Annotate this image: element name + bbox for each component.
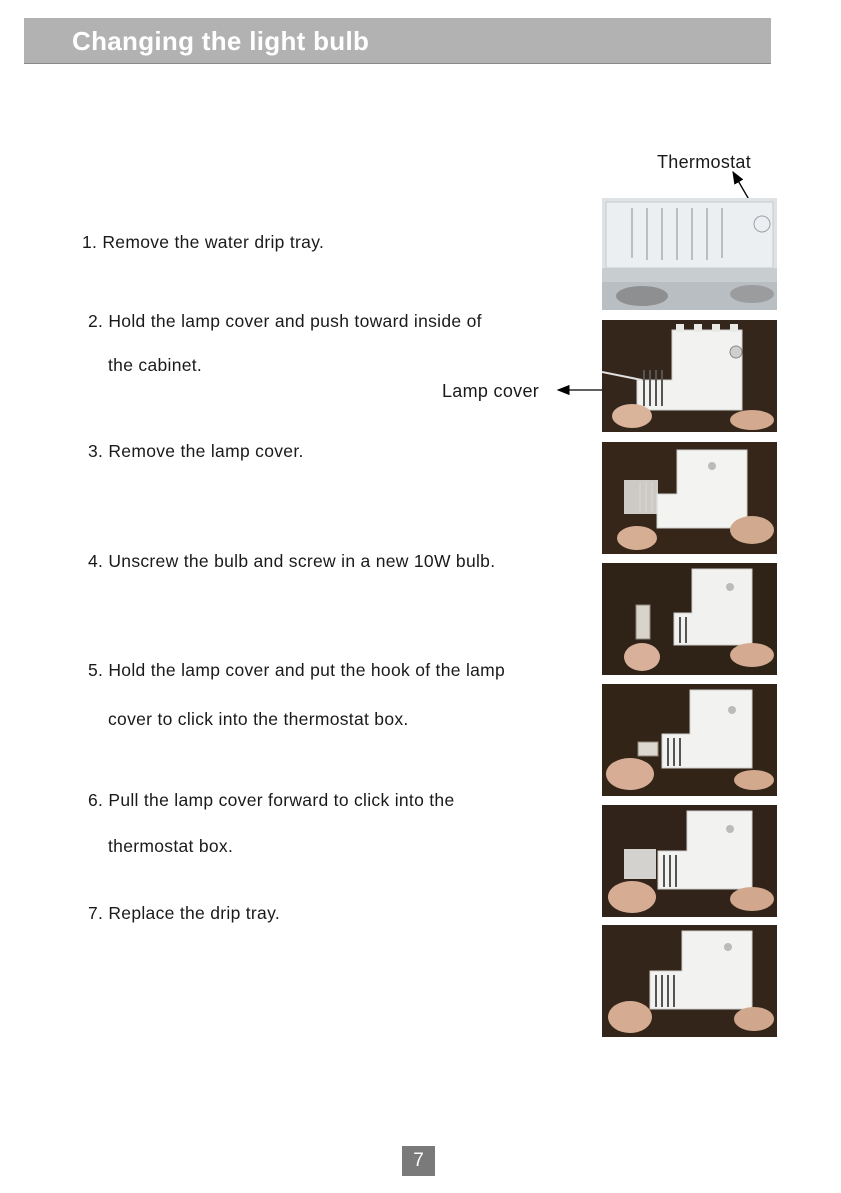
step-6-text: 6. Pull the lamp cover forward to click into the (88, 790, 455, 810)
photo-remove-drip-tray (602, 198, 777, 310)
page-number: 7 (413, 1150, 424, 1171)
step-5-text-cont: cover to click into the thermostat box. (108, 709, 409, 729)
step-3-text: 3. Remove the lamp cover. (88, 441, 304, 461)
lamp-cover-label: Lamp cover (442, 381, 540, 401)
page-number-badge (402, 1146, 435, 1176)
step-7-text: 7. Replace the drip tray. (88, 903, 280, 923)
section-header (24, 18, 771, 64)
photo-replace-drip-tray (602, 925, 777, 1037)
photo-unscrew-bulb (602, 563, 777, 675)
step-6-text-cont: thermostat box. (108, 836, 234, 856)
thermostat-label: Thermostat (657, 152, 752, 172)
photo-hook-lamp-cover (602, 684, 777, 796)
photo-hold-lamp-cover (602, 320, 777, 432)
step-2-text-cont: the cabinet. (108, 355, 203, 375)
step-4-text: 4. Unscrew the bulb and screw in a new 10W bulb. (88, 551, 496, 571)
photo-pull-lamp-cover (602, 805, 777, 917)
page-title: Changing the light bulb (72, 26, 370, 56)
step-2-text: 2. Hold the lamp cover and push toward inside of (88, 311, 482, 331)
step-5-text: 5. Hold the lamp cover and put the hook of the lamp (88, 660, 506, 680)
photo-remove-lamp-cover (602, 442, 777, 554)
step-1-text: 1. Remove the water drip tray. (82, 232, 325, 252)
